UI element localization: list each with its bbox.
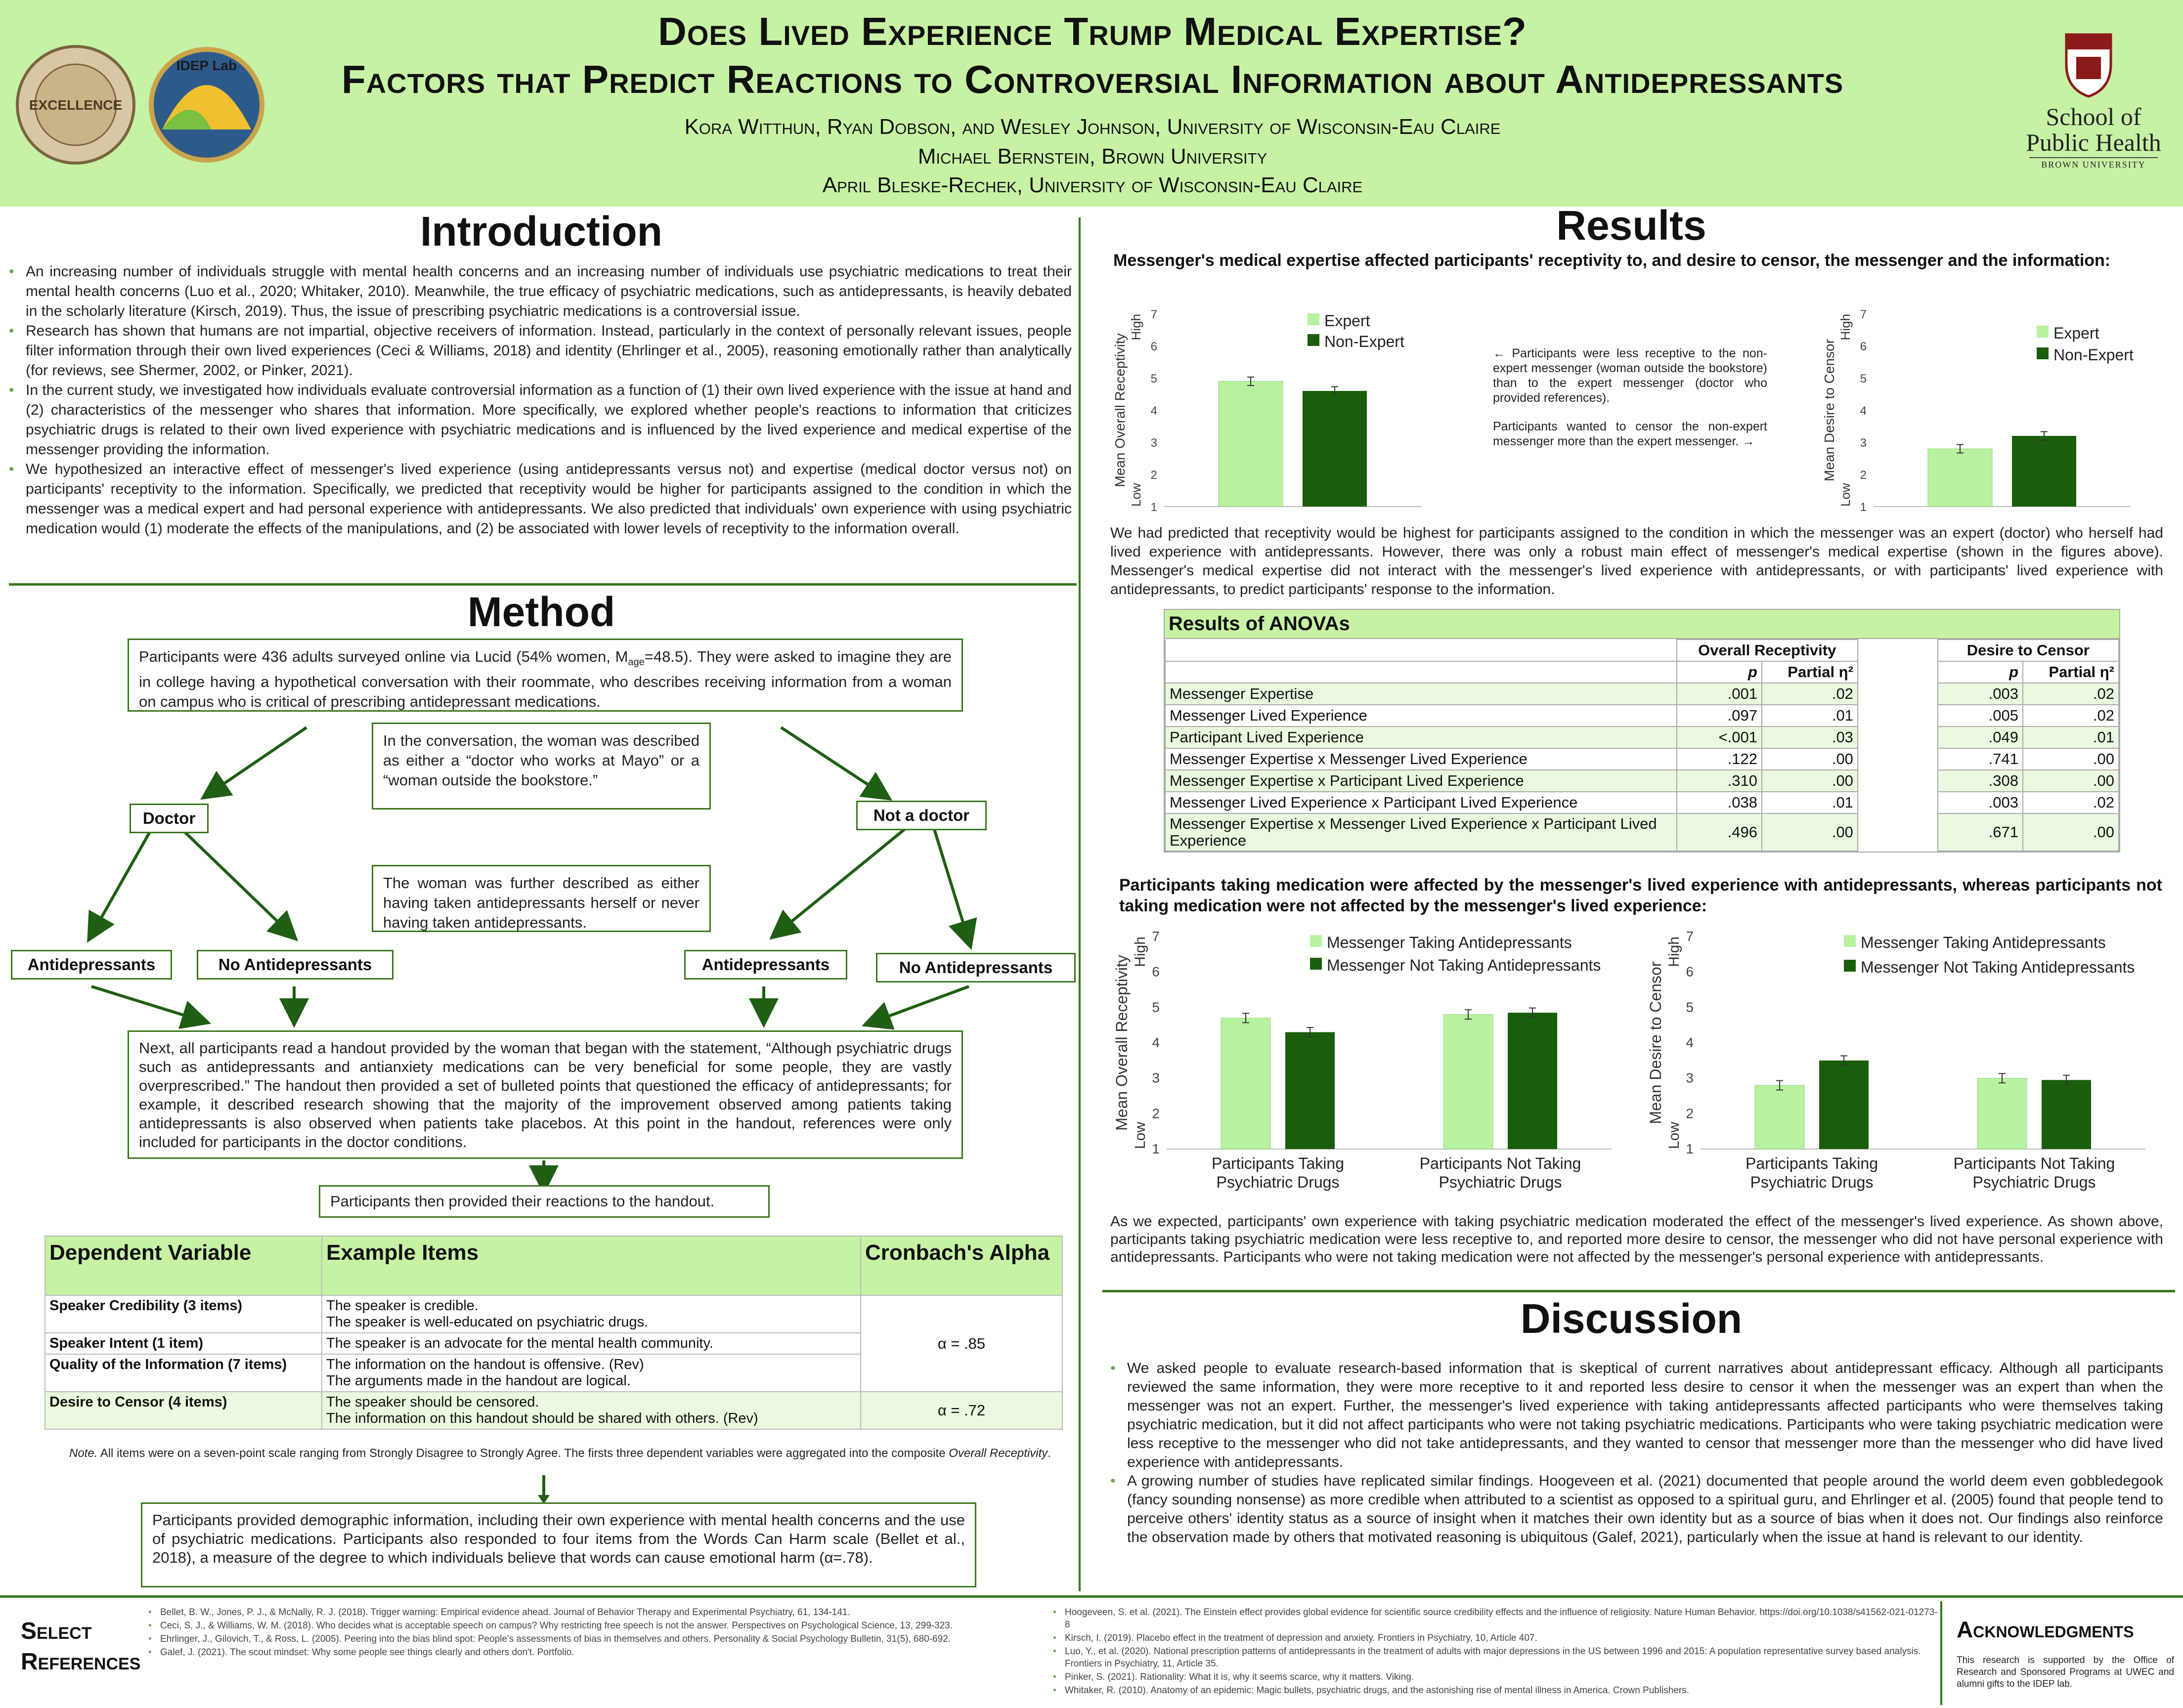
legend-label: Expert bbox=[1324, 312, 1370, 330]
dv-items bbox=[322, 1354, 861, 1392]
anova-effect-label: Messenger Expertise x Messenger Lived Experience x Participant Lived Experience bbox=[1165, 813, 1677, 851]
references-heading-line1: Select bbox=[21, 1618, 92, 1644]
footer-divider bbox=[0, 1595, 2183, 1598]
bar bbox=[1285, 1032, 1335, 1150]
anova-table-container bbox=[1164, 609, 2120, 853]
anova-row bbox=[1165, 770, 2119, 792]
anova-row bbox=[1165, 683, 2119, 705]
y-tick-label: 4 bbox=[1152, 1035, 1160, 1050]
acknowledgments-text: This research is supported by the Office of Research and Sponsored Programs at UWEC and alumni gifts to the IDEP lab. bbox=[1957, 1655, 2174, 1689]
y-axis-label: Mean Overall Receptivity bbox=[1112, 333, 1128, 487]
legend-swatch bbox=[2037, 347, 2049, 359]
bar bbox=[1221, 1018, 1270, 1149]
table-row bbox=[45, 1295, 1062, 1333]
chart-censor-lived-experience bbox=[1646, 924, 2180, 1211]
legend-label: Messenger Taking Antidepressants bbox=[1327, 934, 1572, 951]
authors-line3: April Bleske-Rechek, University of Wisconsin-Eau Claire bbox=[822, 173, 1363, 197]
anova-group-receptivity: Overall Receptivity bbox=[1677, 640, 1858, 661]
further-description-box: The woman was further described as either having taken antidepressants herself or never having taken antidepressants. bbox=[372, 865, 711, 932]
anova-value: .310 bbox=[1677, 770, 1762, 792]
anova-p-header: p bbox=[1938, 661, 2023, 683]
node-not-a-doctor: Not a doctor bbox=[856, 801, 987, 830]
anova-value: .00 bbox=[2023, 813, 2119, 851]
anova-value: .496 bbox=[1677, 813, 1762, 851]
note-text: All items were on a seven-point scale ranging from Strongly Disagree to Strongly Agree. The firsts three dependent variables were aggregated into the composite bbox=[97, 1447, 949, 1460]
y-tick-label: 5 bbox=[1150, 372, 1157, 385]
references-right bbox=[1053, 1606, 1938, 1698]
anova-value: <.001 bbox=[1677, 726, 1762, 748]
anova-effect-label: Messenger Lived Experience x Participant Lived Experience bbox=[1165, 792, 1677, 813]
idep-lab-logo bbox=[147, 31, 266, 179]
authors-line1: Kora Witthun, Ryan Dobson, and Wesley Johnson, University of Wisconsin-Eau Claire bbox=[684, 115, 1501, 139]
logo-right-line2: Public Health bbox=[2026, 128, 2161, 156]
anova-eta-header: Partial η² bbox=[1762, 661, 1858, 683]
y-tick-label: 5 bbox=[1152, 999, 1160, 1015]
y-axis-low-label: Low bbox=[1838, 483, 1853, 507]
intro-text bbox=[9, 262, 1072, 539]
results-paragraph-2: As we expected, participants' own experience with taking psychiatric medication moderated the effect of the messenger's lived experience. As shown above, participants taking psychiatric medication were less receptive to, and reported more desire to censor, the messenger who did not have personal experience with antidepressants. Participants who were not taking medication were not affected by the messenger's personal experience with antidepressants. bbox=[1110, 1213, 2163, 1265]
anova-value: .01 bbox=[1762, 705, 1858, 726]
y-tick-label: 3 bbox=[1860, 436, 1867, 450]
anova-value: .005 bbox=[1938, 705, 2023, 726]
anova-effect-label: Messenger Expertise x Participant Lived Experience bbox=[1165, 770, 1677, 792]
anova-value: .01 bbox=[2023, 726, 2119, 748]
legend-swatch bbox=[1310, 935, 1322, 947]
table-note bbox=[69, 1446, 1053, 1461]
legend-swatch bbox=[1308, 334, 1319, 346]
anova-row bbox=[1165, 726, 2119, 748]
anova-value: .308 bbox=[1938, 770, 2023, 792]
dv-items bbox=[322, 1333, 861, 1354]
y-tick-label: 4 bbox=[1150, 404, 1157, 418]
dv-item: The information on the handout is offensive. (Rev) bbox=[326, 1357, 644, 1372]
x-category-label: Psychiatric Drugs bbox=[1750, 1173, 1874, 1191]
intro-bullet: • An increasing number of individuals struggle with mental health concerns and an increasing number of individuals use psychiatric medications to treat their mental health concerns (Luo et al., 2020; Whitaker, 2010). Meanwhile, the true efficacy of psychiatric medications, such as antidepressants, is heavily debated in the scholarly literature (Kirsch, 2019). Thus, the issue of prescribing psychiatric medications is a controversial issue. bbox=[9, 262, 1072, 321]
y-tick-label: 7 bbox=[1150, 308, 1157, 321]
y-tick-label: 5 bbox=[1686, 999, 1694, 1015]
bar bbox=[2012, 436, 2076, 507]
note-label: Note. bbox=[69, 1447, 98, 1460]
bar bbox=[1977, 1078, 2027, 1149]
x-category-label: Psychiatric Drugs bbox=[1972, 1173, 2096, 1191]
legend-swatch bbox=[1308, 313, 1319, 325]
y-tick-label: 7 bbox=[1152, 929, 1160, 944]
dv-name: Desire to Censor (4 items) bbox=[45, 1392, 322, 1429]
y-tick-label: 4 bbox=[1860, 404, 1867, 418]
x-category-label: Participants Taking bbox=[1746, 1154, 1878, 1172]
anova-value: .00 bbox=[2023, 770, 2119, 792]
bar bbox=[1508, 1013, 1557, 1149]
results-middle-notes bbox=[1493, 346, 1767, 449]
legend-label: Non-Expert bbox=[1324, 333, 1404, 350]
reference-item: • Bellet, B. W., Jones, P. J., & McNally, R. J. (2018). Trigger warning: Empirical evidence ahead. Journal of Behavior Therapy and Experimental Psychiatry, 61, 134-141. bbox=[148, 1606, 1038, 1619]
anova-value: .003 bbox=[1938, 683, 2023, 705]
participants-box bbox=[128, 639, 963, 712]
discussion-heading: Discussion bbox=[1520, 1295, 1743, 1342]
anova-value: .00 bbox=[1762, 748, 1858, 770]
y-axis-label: Mean Desire to Censor bbox=[1647, 961, 1664, 1124]
reference-item: • Pinker, S. (2021). Rationality: What it is, why it seems scarce, why it matters. Viking. bbox=[1053, 1671, 1938, 1683]
y-tick-label: 7 bbox=[1686, 929, 1694, 944]
reference-item: • Ehrlinger, J., Gilovich, T., & Ross, L. (2005). Peering into the bias blind spot: People's assessments of bias in themselves and others. Personality & Social Psychology Bulletin, 31(5), 680-692. bbox=[148, 1633, 1038, 1645]
anova-row bbox=[1165, 748, 2119, 770]
anova-value: .02 bbox=[2023, 705, 2119, 726]
note-end: . bbox=[1048, 1447, 1051, 1460]
authors-line2: Michael Bernstein, Brown University bbox=[917, 144, 1267, 169]
bar bbox=[1219, 382, 1283, 507]
anova-row bbox=[1165, 705, 2119, 726]
dv-items bbox=[322, 1295, 861, 1333]
anova-effect-label: Participant Lived Experience bbox=[1165, 726, 1677, 748]
reference-item: • Hoogeveen, S. et al. (2021). The Einstein effect provides global evidence for scientific source credibility effects and the influence of religiosity. Nature Human Behavior. https://doi.org/10.1038/s41562-021-01273-8 bbox=[1053, 1606, 1938, 1631]
x-category-label: Participants Taking bbox=[1212, 1154, 1344, 1172]
chart-censor-expertise bbox=[1819, 301, 2175, 519]
svg-text:IDEP Lab: IDEP Lab bbox=[176, 58, 237, 73]
arrow-down-icon bbox=[534, 1475, 554, 1505]
x-category-label: Psychiatric Drugs bbox=[1439, 1173, 1562, 1191]
participants-text-sub: age bbox=[628, 657, 645, 668]
reference-item: • Kirsch, I. (2019). Placebo effect in the treatment of depression and anxiety. Frontiers in Psychiatry, 10, Article 407. bbox=[1053, 1632, 1938, 1644]
bar bbox=[2042, 1080, 2091, 1149]
y-axis-label: Mean Overall Receptivity bbox=[1113, 955, 1131, 1131]
y-tick-label: 3 bbox=[1150, 436, 1157, 450]
dv-name: Speaker Intent (1 item) bbox=[45, 1333, 322, 1354]
y-tick-label: 2 bbox=[1686, 1106, 1694, 1121]
y-axis-high-label: High bbox=[1132, 937, 1148, 967]
anova-effect-label: Messenger Expertise x Messenger Lived Experience bbox=[1165, 748, 1677, 770]
chart-receptivity-expertise bbox=[1100, 301, 1485, 519]
anova-p-header: p bbox=[1677, 661, 1762, 683]
method-heading: Method bbox=[467, 589, 615, 635]
node-antidepressants-nondoctor: Antidepressants bbox=[684, 950, 847, 980]
anova-value: .02 bbox=[1762, 683, 1858, 705]
anova-value: .00 bbox=[1762, 770, 1858, 792]
y-tick-label: 3 bbox=[1686, 1070, 1694, 1086]
alpha-col-header: Cronbach's Alpha bbox=[861, 1236, 1062, 1295]
anova-value: .049 bbox=[1938, 726, 2023, 748]
y-axis-high-label: High bbox=[1129, 314, 1143, 341]
y-tick-label: 6 bbox=[1150, 340, 1157, 353]
y-tick-label: 6 bbox=[1152, 964, 1160, 980]
results-paragraph-1: We had predicted that receptivity would be highest for participants assigned to the condition in which the messenger was an expert (doctor) who herself had lived experience with antidepressants. However, there was only a robust main effect of messenger's medical expertise (shown in the figures above). Messenger's medical expertise did not interact with the messenger's lived experience with antidepressants, or with participants' lived experience with antidepressants, to predict participants' response to the information. bbox=[1110, 525, 2163, 598]
results-heading: Results bbox=[1556, 202, 1706, 249]
legend-swatch bbox=[1844, 960, 1856, 972]
intro-bullet: • Research has shown that humans are not impartial, objective receivers of information. Instead, particularly in the context of personally relevant issues, people filter information through their own lived experiences (Ceci & Williams, 2018) and identity (Ehrlinger et al., 2005), reasoning emotionally rather than analytically (for reviews, see Shermer, 2002, or Pinker, 2021). bbox=[9, 321, 1072, 381]
svg-text:EXCELLENCE: EXCELLENCE bbox=[29, 97, 123, 113]
poster-title-line2: Factors that Predict Reactions to Controversial Information about Antidepressants bbox=[341, 57, 1844, 101]
anova-value: .03 bbox=[1762, 726, 1858, 748]
y-tick-label: 1 bbox=[1860, 501, 1867, 514]
dv-items bbox=[322, 1392, 861, 1429]
middle-note-1: ← Participants were less receptive to the non-expert messenger (woman outside the bookstore) than to the expert messenger (doctor who provided references). bbox=[1493, 346, 1767, 405]
header-banner bbox=[0, 0, 2183, 207]
ack-divider bbox=[1940, 1601, 1942, 1705]
discussion-bullet: • A growing number of studies have replicated similar findings. Hoogeveen et al. (2021) documented that people around the world deem even gobbledegook (fancy sounding nonsense) as more credible when attributed to a scientist as opposed to a spiritual guru, and Ehrlinger et al. (2005) found that people tend to perceive others' identity status as a source of insight when it matches their own identity but as a source of bias when it does not. Our findings also reinforce the observation made by others that motivated reasoning is ubiquitous (Galef, 2021), particularly when the issue at hand is relevant to our identity. bbox=[1110, 1472, 2163, 1547]
alpha-value: α = .72 bbox=[861, 1392, 1062, 1429]
alpha-value: α = .85 bbox=[861, 1295, 1062, 1392]
y-tick-label: 7 bbox=[1860, 308, 1867, 321]
dv-col-header: Dependent Variable bbox=[45, 1236, 322, 1295]
anova-value: .00 bbox=[1762, 813, 1858, 851]
dv-item: The information on this handout should be shared with others. (Rev) bbox=[326, 1410, 758, 1426]
node-doctor: Doctor bbox=[130, 804, 209, 833]
middle-note-2: Participants wanted to censor the non-expert messenger more than the expert messenger. → bbox=[1493, 420, 1767, 448]
anova-title: Results of ANOVAs bbox=[1165, 610, 2119, 639]
x-category-label: Participants Not Taking bbox=[1953, 1154, 2115, 1172]
reference-item: • Galef, J. (2021). The scout mindset: Why some people see things clearly and others don't. Portfolio. bbox=[148, 1646, 1038, 1659]
anova-value: .038 bbox=[1677, 792, 1762, 813]
y-tick-label: 1 bbox=[1686, 1141, 1694, 1156]
x-category-label: Psychiatric Drugs bbox=[1216, 1173, 1340, 1191]
conversation-box: In the conversation, the woman was described as either a “doctor who works at Mayo” or a “woman outside the bookstore.” bbox=[372, 723, 711, 810]
references-heading-line2: References bbox=[21, 1649, 141, 1675]
reference-item: • Luo, Y., et al. (2020). National prescription patterns of antidepressants in the treatment of adults with major depressions in the US between 1996 and 2015: A population representative survey based analysis. Frontiers in Psychiatry, 11, Article 35. bbox=[1053, 1645, 1938, 1670]
anova-row bbox=[1165, 813, 2119, 851]
intro-heading: Introduction bbox=[420, 208, 662, 255]
legend-swatch bbox=[1310, 958, 1322, 970]
anova-value: .097 bbox=[1677, 705, 1762, 726]
legend-label: Messenger Taking Antidepressants bbox=[1861, 934, 2106, 951]
anova-value: .02 bbox=[2023, 683, 2119, 705]
y-axis-low-label: Low bbox=[1132, 1121, 1148, 1149]
legend-label: Non-Expert bbox=[2053, 346, 2134, 364]
reactions-box: Participants then provided their reactions to the handout. bbox=[319, 1185, 770, 1218]
dv-name: Quality of the Information (7 items) bbox=[45, 1354, 322, 1392]
y-axis-low-label: Low bbox=[1666, 1121, 1682, 1149]
items-col-header: Example Items bbox=[322, 1236, 861, 1295]
dv-item: The speaker is well-educated on psychiatric drugs. bbox=[326, 1314, 649, 1330]
dependent-variable-table bbox=[44, 1236, 1063, 1430]
discussion-text bbox=[1110, 1359, 2163, 1547]
y-tick-label: 2 bbox=[1152, 1106, 1160, 1121]
legend-label: Expert bbox=[2053, 324, 2099, 342]
demographics-box: Participants provided demographic information, including their own experience with mental health concerns and the use of psychiatric medications. Participants also responded to four items from the Words Can Harm scale (Bellet et al., 2018), a measure of the degree to which individuals believe that words can cause emotional harm (α=.78). bbox=[141, 1502, 976, 1587]
results-subheading-1: Messenger's medical expertise affected participants' receptivity to, and desire to censor, the messenger and the information: bbox=[1113, 251, 2111, 270]
y-tick-label: 6 bbox=[1686, 964, 1694, 980]
section-divider bbox=[9, 583, 1077, 586]
legend-label: Messenger Not Taking Antidepressants bbox=[1327, 956, 1601, 974]
discussion-bullet: • We asked people to evaluate research-based information that is skeptical of current narratives about antidepressant efficacy. Although all participants reviewed the same information, they were more receptive to it and reported less desire to censor it when the messenger was an expert than when the messenger was not an expert. Further, the messenger's lived experience with taking antidepressants affected participants who were themselves taking psychiatric medication, but it did not affect participants who were not taking psychiatric medications. Participants who were taking psychiatric medication were less receptive to the messenger who did not take antidepressants, and they wanted to censor that messenger more than the messenger who did have lived experience with antidepressants. bbox=[1110, 1359, 2163, 1472]
y-axis-low-label: Low bbox=[1129, 483, 1143, 507]
anova-value: .01 bbox=[1762, 792, 1858, 813]
table-row bbox=[45, 1392, 1062, 1429]
logo-right-line3: BROWN UNIVERSITY bbox=[2029, 157, 2158, 171]
y-tick-label: 2 bbox=[1860, 469, 1867, 482]
anova-value: .001 bbox=[1677, 683, 1762, 705]
anova-group-censor: Desire to Censor bbox=[1938, 640, 2119, 661]
bar bbox=[1928, 449, 1992, 507]
anova-row bbox=[1165, 792, 2119, 813]
legend-label: Messenger Not Taking Antidepressants bbox=[1861, 958, 2135, 976]
y-tick-label: 4 bbox=[1686, 1035, 1694, 1050]
dv-item: The speaker is an advocate for the mental health community. bbox=[326, 1335, 713, 1351]
y-tick-label: 5 bbox=[1860, 372, 1867, 385]
bar bbox=[1303, 391, 1367, 507]
anova-value: .122 bbox=[1677, 748, 1762, 770]
y-tick-label: 3 bbox=[1152, 1070, 1160, 1086]
bar bbox=[1819, 1061, 1869, 1149]
dv-item: The speaker is credible. bbox=[326, 1298, 479, 1314]
acknowledgments-heading: Acknowledgments bbox=[1957, 1617, 2134, 1642]
dv-name: Speaker Credibility (3 items) bbox=[45, 1295, 322, 1333]
legend-swatch bbox=[2037, 326, 2049, 338]
node-no-antidepressants-doctor: No Antidepressants bbox=[197, 950, 393, 980]
handout-box: Next, all participants read a handout provided by the woman that began with the statement, “Although psychiatric drugs such as antidepressants and antianxiety medications can be very beneficial for some people, they are vastly overprescribed.” The handout then provided a set of bulleted points that questioned the efficacy of antidepressants; for example, it described research showing that the majority of the improvement observed among patients taking antidepressants is also observed when patients take placebos. At this point in the handout, references were only included for participants in the doctor conditions. bbox=[128, 1030, 963, 1159]
anova-eta-header: Partial η² bbox=[2023, 661, 2119, 683]
y-axis-label: Mean Desire to Censor bbox=[1822, 339, 1837, 481]
anova-value: .00 bbox=[2023, 748, 2119, 770]
bar bbox=[1755, 1085, 1804, 1149]
y-tick-label: 2 bbox=[1150, 469, 1157, 482]
y-tick-label: 1 bbox=[1150, 501, 1157, 514]
section-divider bbox=[1102, 1290, 2175, 1292]
results-subheading-2: Participants taking medication were affected by the messenger's lived experience with antidepressants, whereas participants not taking medication were not affected by the messenger's lived experience: bbox=[1119, 876, 2162, 915]
participants-text-b: =48.5). They were asked to imagine they are in college having a hypothetical conversation with their roommate, who describes receiving information from a woman on campus who is critical of prescribing antidepressant medications. bbox=[139, 648, 952, 711]
intro-bullet: • We hypothesized an interactive effect of messenger's lived experience (using antidepressants versus not) and expertise (medical doctor versus not) on participants' receptivity to the information. Specifically, we predicted that receptivity would be higher for participants assigned to the condition in which the messenger was a medical expert and had personal experience with antidepressants. We also predicted that individuals' own experience with using psychiatric medication would (1) moderate the effects of the manipulations, and (2) be associated with lower levels of receptivity to the information overall. bbox=[9, 460, 1072, 539]
anova-value: .02 bbox=[2023, 792, 2119, 813]
column-divider bbox=[1079, 217, 1081, 1591]
brown-sph-logo-text bbox=[2014, 104, 2173, 171]
x-category-label: Participants Not Taking bbox=[1419, 1154, 1581, 1172]
y-axis-high-label: High bbox=[1666, 937, 1682, 967]
anova-value: .741 bbox=[1938, 748, 2023, 770]
y-tick-label: 1 bbox=[1152, 1141, 1160, 1156]
reference-item: • Ceci, S. J., & Williams, W. M. (2018). Who decides what is acceptable speech on campus? Why restricting free speech is not the answer. Perspectives on Psychological Science, 13, 299-323. bbox=[148, 1620, 1038, 1632]
note-italic: Overall Receptivity bbox=[949, 1447, 1048, 1460]
legend-swatch bbox=[1844, 935, 1856, 947]
node-no-antidepressants-nondoctor: No Antidepressants bbox=[876, 953, 1076, 982]
anova-value: .003 bbox=[1938, 792, 2023, 813]
anova-value: .671 bbox=[1938, 813, 2023, 851]
logo-right-line1: School of bbox=[2046, 103, 2141, 130]
dv-item: The speaker should be censored. bbox=[326, 1394, 539, 1410]
anova-table bbox=[1165, 639, 2119, 852]
reference-item: • Whitaker, R. (2010). Anatomy of an epidemic: Magic bullets, psychiatric drugs, and the astonishing rise of mental illness in America. Crown Publishers. bbox=[1053, 1684, 1938, 1697]
brown-shield-icon bbox=[2061, 30, 2116, 99]
anova-effect-label: Messenger Expertise bbox=[1165, 683, 1677, 705]
participants-text-a: Participants were 436 adults surveyed online via Lucid (54% women, M bbox=[139, 648, 628, 665]
references-heading bbox=[21, 1616, 140, 1677]
uwec-seal-logo bbox=[14, 11, 137, 199]
dv-item: The arguments made in the handout are logical. bbox=[326, 1373, 631, 1389]
chart-receptivity-lived-experience bbox=[1112, 924, 1646, 1211]
references-left bbox=[148, 1606, 1038, 1660]
y-tick-label: 6 bbox=[1860, 340, 1867, 353]
anova-effect-label: Messenger Lived Experience bbox=[1165, 705, 1677, 726]
y-axis-high-label: High bbox=[1838, 314, 1853, 341]
bar bbox=[1443, 1015, 1493, 1149]
node-antidepressants-doctor: Antidepressants bbox=[11, 950, 172, 980]
poster-title-line1: Does Lived Experience Trump Medical Expertise? bbox=[658, 9, 1527, 53]
intro-bullet: • In the current study, we investigated how individuals evaluate controversial information as a function of (1) their own lived experience with the issue at hand and (2) characteristics of the messenger who shares that information. More specifically, we explored whether people's reactions to information that criticizes psychiatric drugs is related to their own lived experience with psychiatric medications and is influenced by the lived experience and medical expertise of the messenger providing the information. bbox=[9, 381, 1072, 460]
